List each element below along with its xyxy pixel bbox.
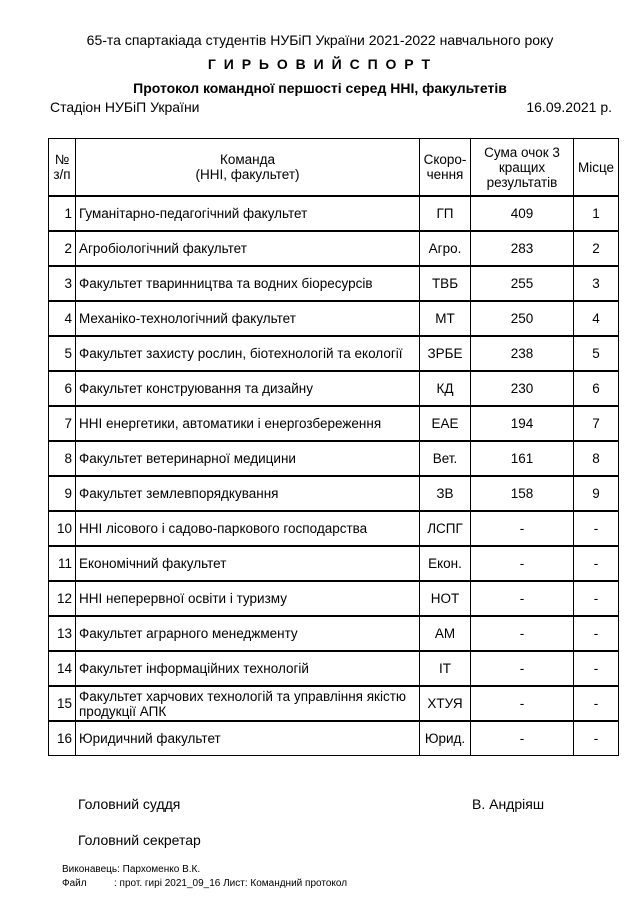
row-number-text: 14: [56, 661, 72, 676]
col-abbr-label-2: чення: [426, 167, 464, 182]
team-place-text: 9: [592, 486, 600, 501]
points-sum: [471, 686, 574, 721]
points-sum: [471, 231, 574, 266]
file-note: [62, 878, 347, 889]
col-team-label: Команда: [219, 152, 275, 167]
team-abbreviation: [420, 336, 471, 371]
team-place: [574, 441, 619, 476]
team-abbreviation: [420, 266, 471, 301]
team-abbreviation-text: Юрид.: [424, 731, 466, 746]
team-place-text: -: [593, 521, 599, 536]
table-header-row: [49, 139, 619, 197]
points-sum-text: -: [519, 521, 525, 536]
team-abbreviation-text: ГП: [436, 206, 454, 221]
points-sum-text: -: [519, 731, 525, 746]
team-name: [76, 441, 420, 476]
points-sum: [471, 651, 574, 686]
date: 16.09.2021 р.: [526, 99, 612, 115]
points-sum-text: 250: [510, 311, 534, 326]
row-number: [49, 511, 76, 546]
points-sum: [471, 371, 574, 406]
chief-judge-name: В. Андріяш: [472, 796, 545, 812]
team-place-text: 5: [592, 346, 600, 361]
sport-title: Г И Р Ь О В И Й С П О Р Т: [207, 56, 433, 72]
table-row: [49, 301, 619, 336]
row-number: [49, 616, 76, 651]
points-sum-text: -: [519, 591, 525, 606]
team-abbreviation-text: Агро.: [428, 241, 462, 256]
row-number: [49, 686, 76, 721]
team-name-text: Агробіологічний факультет: [79, 241, 247, 256]
row-number-text: 16: [56, 731, 72, 746]
team-place: [574, 616, 619, 651]
points-sum: [471, 581, 574, 616]
team-name: [76, 546, 420, 581]
points-sum-text: -: [519, 696, 525, 711]
team-name-text: ННІ лісового і садово-паркового господарства: [79, 521, 368, 536]
team-name: [76, 406, 420, 441]
row-number-text: 15: [56, 696, 72, 711]
row-number-text: 1: [64, 206, 72, 221]
table-row: [49, 721, 619, 756]
team-name: [76, 581, 420, 616]
col-abbr-label-1: Скоро-: [423, 152, 467, 167]
points-sum: [471, 196, 574, 231]
team-abbreviation: [420, 511, 471, 546]
team-place-text: -: [593, 731, 599, 746]
team-name-text: Факультет аграрного менеджменту: [79, 626, 298, 641]
points-sum-text: 283: [510, 241, 534, 256]
protocol-title: Протокол командної першості серед ННІ, факультетів: [133, 80, 507, 96]
row-number-text: 11: [57, 556, 72, 571]
col-team-sublabel: (ННІ, факультет): [195, 167, 300, 182]
team-abbreviation: [420, 406, 471, 441]
team-name-text: Факультет харчових технологій та управління якістю продукції АПК: [79, 688, 406, 719]
team-abbreviation: [420, 371, 471, 406]
points-sum: [471, 476, 574, 511]
points-sum-text: -: [519, 626, 525, 641]
row-number-text: 12: [56, 591, 72, 606]
team-place: [574, 196, 619, 231]
points-sum-text: 230: [510, 381, 534, 396]
spartakiad-title: 65-та спартакіада студентів НУБіП України 2021-2022 навчального року: [86, 32, 554, 48]
team-place: [574, 651, 619, 686]
row-number: [49, 301, 76, 336]
points-sum-text: 194: [510, 416, 534, 431]
col-sum-label-1: Сума очок 3: [484, 144, 560, 160]
chief-secretary-label: Головний секретар: [78, 832, 201, 848]
team-name-text: Факультет ветеринарної медицини: [79, 451, 296, 466]
row-number: [49, 266, 76, 301]
team-place: [574, 406, 619, 441]
team-abbreviation: [420, 616, 471, 651]
team-place-text: -: [593, 556, 599, 571]
team-abbreviation-text: НОТ: [430, 591, 460, 606]
col-sum-label-2: кращих: [498, 159, 546, 175]
team-name-text: Факультет конструювання та дизайну: [79, 381, 314, 396]
table-row: [49, 266, 619, 301]
team-name: [76, 511, 420, 546]
team-place-text: -: [593, 626, 599, 641]
points-sum-text: 255: [510, 276, 534, 291]
team-place: [574, 336, 619, 371]
points-sum-text: 161: [510, 451, 534, 466]
row-number: [49, 336, 76, 371]
team-place-text: 4: [592, 311, 600, 326]
team-name: [76, 651, 420, 686]
team-place: [574, 581, 619, 616]
points-sum-text: -: [519, 661, 525, 676]
row-number: [49, 441, 76, 476]
team-abbreviation: [420, 721, 471, 756]
row-number-text: 5: [64, 346, 72, 361]
team-abbreviation: [420, 651, 471, 686]
team-name: [76, 686, 420, 721]
team-name: [76, 266, 420, 301]
team-abbreviation: [420, 546, 471, 581]
team-name-text: ННІ неперервної освіти і туризму: [79, 591, 287, 606]
points-sum: [471, 511, 574, 546]
team-name-text: Факультет захисту рослин, біотехнологій та екології: [79, 346, 403, 361]
col-place-label: Місце: [577, 159, 615, 175]
points-sum: [471, 441, 574, 476]
points-sum-text: 158: [510, 486, 534, 501]
team-abbreviation-text: ЗРБЕ: [427, 346, 463, 361]
row-number: [49, 721, 76, 756]
team-abbreviation: [420, 581, 471, 616]
team-place-text: 1: [592, 206, 600, 221]
row-number: [49, 371, 76, 406]
row-number-text: 3: [64, 276, 72, 291]
table-row: [49, 686, 619, 721]
team-name-text: Факультет інформаційних технологій: [79, 661, 309, 676]
col-num-header: [49, 139, 76, 197]
points-sum: [471, 616, 574, 651]
team-abbreviation-text: Вет.: [432, 451, 458, 466]
team-name-text: Гуманітарно-педагогічний факультет: [79, 206, 308, 221]
team-place-text: 3: [592, 276, 600, 291]
team-abbreviation-text: АМ: [434, 626, 456, 641]
team-place: [574, 546, 619, 581]
points-sum: [471, 301, 574, 336]
points-sum: [471, 406, 574, 441]
row-number: [49, 546, 76, 581]
points-sum: [471, 721, 574, 756]
team-abbreviation-text: ЛСПГ: [427, 521, 463, 536]
table-row: [49, 581, 619, 616]
team-name: [76, 196, 420, 231]
team-place: [574, 686, 619, 721]
col-place-header: [574, 139, 619, 197]
venue: Стадіон НУБіП України: [50, 99, 200, 115]
row-number-text: 9: [64, 486, 72, 501]
file-label: Файл: [62, 878, 87, 889]
team-place: [574, 371, 619, 406]
table-row: [49, 406, 619, 441]
team-abbreviation: [420, 476, 471, 511]
team-name-text: Факультет землевпорядкування: [79, 486, 279, 501]
team-place: [574, 721, 619, 756]
col-team-header: [76, 139, 420, 197]
row-number: [49, 196, 76, 231]
executor-note: Виконавець: Пархоменко В.К.: [62, 864, 201, 875]
team-name-text: Механіко-технологічний факультет: [79, 311, 296, 326]
row-number-text: 8: [64, 451, 72, 466]
team-abbreviation-text: МТ: [435, 311, 455, 326]
points-sum-text: 409: [510, 206, 534, 221]
points-sum: [471, 266, 574, 301]
row-number: [49, 231, 76, 266]
row-number-text: 4: [64, 311, 72, 326]
team-name: [76, 476, 420, 511]
team-place-text: 2: [592, 241, 600, 256]
team-place-text: -: [593, 591, 599, 606]
team-name-text: Юридичний факультет: [79, 731, 221, 746]
team-name-text: Факультет тваринництва та водних біоресурсів: [79, 276, 373, 291]
row-number: [49, 581, 76, 616]
row-number-text: 10: [56, 521, 72, 536]
team-name-text: ННІ енергетики, автоматики і енергозбереження: [79, 416, 382, 431]
team-abbreviation: [420, 196, 471, 231]
team-place: [574, 476, 619, 511]
team-place: [574, 231, 619, 266]
col-num-label: № з/п: [53, 152, 71, 182]
team-name: [76, 371, 420, 406]
points-sum: [471, 546, 574, 581]
results-table: [48, 138, 619, 756]
team-name: [76, 231, 420, 266]
team-abbreviation: [420, 686, 471, 721]
row-number: [49, 476, 76, 511]
team-abbreviation: [420, 301, 471, 336]
team-name: [76, 336, 420, 371]
team-abbreviation-text: ЕАЕ: [431, 416, 459, 431]
table-row: [49, 616, 619, 651]
team-name: [76, 301, 420, 336]
team-name: [76, 721, 420, 756]
team-abbreviation-text: Екон.: [428, 556, 462, 571]
team-name: [76, 616, 420, 651]
row-number-text: 13: [56, 626, 72, 641]
team-name-text: Економічний факультет: [79, 556, 227, 571]
table-row: [49, 371, 619, 406]
table-row: [49, 546, 619, 581]
team-place-text: -: [593, 696, 599, 711]
team-abbreviation-text: КД: [436, 381, 454, 396]
col-sum-label-3: результатів: [486, 174, 558, 190]
table-row: [49, 336, 619, 371]
points-sum-text: -: [519, 556, 525, 571]
team-abbreviation-text: ІТ: [439, 661, 451, 676]
col-sum-header: [471, 139, 574, 197]
team-abbreviation-text: ЗВ: [436, 486, 454, 501]
row-number: [49, 651, 76, 686]
file-info: : прот. гирі 2021_09_16 Лист: Командний протокол: [114, 878, 348, 889]
team-abbreviation: [420, 441, 471, 476]
table-row: [49, 196, 619, 231]
team-place-text: 6: [592, 381, 600, 396]
row-number-text: 7: [64, 416, 72, 431]
team-place-text: 8: [592, 451, 600, 466]
row-number-text: 6: [64, 381, 72, 396]
chief-judge-label: Головний суддя: [78, 796, 181, 812]
col-abbr-header: [420, 139, 471, 197]
team-place: [574, 511, 619, 546]
row-number-text: 2: [64, 241, 72, 256]
team-place-text: -: [593, 661, 599, 676]
table-row: [49, 651, 619, 686]
team-abbreviation-text: ХТУЯ: [427, 696, 463, 711]
table-row: [49, 511, 619, 546]
points-sum: [471, 336, 574, 371]
team-place: [574, 301, 619, 336]
row-number: [49, 406, 76, 441]
team-abbreviation-text: ТВБ: [431, 276, 459, 291]
table-row: [49, 476, 619, 511]
table-row: [49, 441, 619, 476]
team-abbreviation: [420, 231, 471, 266]
team-place-text: 7: [592, 416, 600, 431]
table-row: [49, 231, 619, 266]
team-place: [574, 266, 619, 301]
points-sum-text: 238: [510, 346, 534, 361]
